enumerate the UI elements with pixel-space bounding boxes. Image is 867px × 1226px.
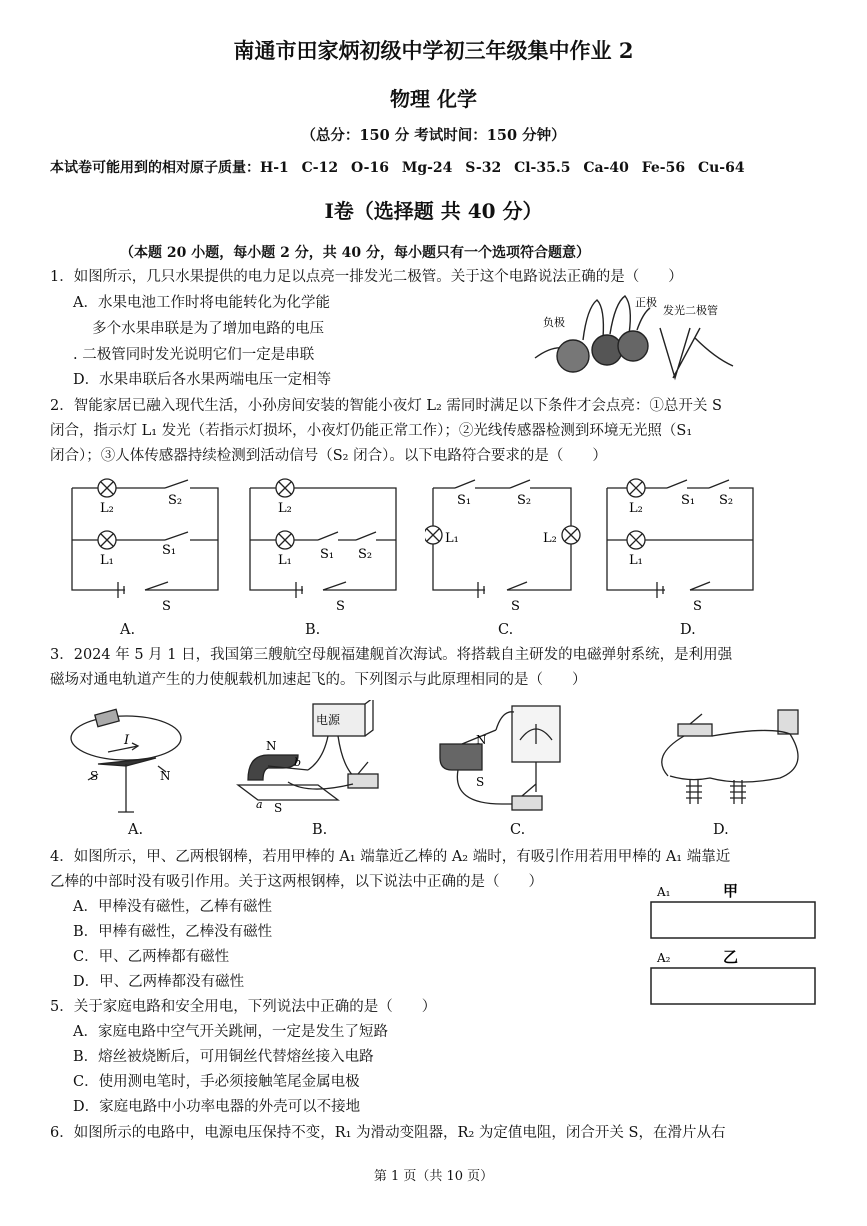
label-s2: S₂ [168, 493, 183, 508]
circuit-a [70, 472, 220, 622]
label-power-supply: 电源 [316, 713, 341, 727]
label-south: S [274, 801, 283, 815]
q3-choice-b: B. [312, 822, 328, 838]
q2-choice-d: D. [680, 622, 696, 638]
q3-figure-a [68, 700, 188, 820]
label-l1: L₁ [100, 553, 114, 568]
question-4-line-1: 4．如图所示，甲、乙两根钢棒，若用甲棒的 A₁ 端靠近乙棒的 A₂ 端时，有吸引作用若用甲棒的 A₁ 端靠近 [50, 849, 731, 865]
exam-info: （总分：150 分 考试时间：150 分钟） [301, 127, 566, 144]
question-1-stem: 1．如图所示，几只水果提供的电力足以点亮一排发光二极管。关于这个电路说法正确的是（ ） [50, 269, 683, 285]
question-2-line-1: 2．智能家居已融入现代生活，小孙房间安装的智能小夜灯 L₂ 需同时满足以下条件才会点亮：①总开关 S [50, 398, 722, 414]
question-6-stem: 6．如图所示的电路中，电源电压保持不变，R₁ 为滑动变阻器，R₂ 为定值电阻，闭合开关 S，在滑片从右 [50, 1125, 726, 1141]
question-1-option-b: 多个水果串联是为了增加电路的电压 [73, 321, 325, 337]
label-s: S [336, 599, 345, 614]
circuit-c [425, 472, 585, 622]
label-l2: L₂ [629, 501, 643, 516]
q3-figure-d [650, 696, 820, 816]
question-2-line-2: 闭合，指示灯 L₁ 发光（若指示灯损坏，小夜灯仍能正常工作）；②光线传感器检测到环境无光照（S₁ [50, 423, 693, 439]
question-2-line-3: 闭合）；③人体传感器持续检测到活动信号（S₂ 闭合）。以下电路符合要求的是（ ） [50, 448, 607, 464]
q3-choice-a: A. [128, 822, 144, 838]
section-title: Ⅰ卷（选择题 共 40 分） [324, 199, 543, 223]
label-l1: L₁ [278, 553, 292, 568]
label-bar-jia: 甲 [723, 882, 739, 900]
page-number: 第 1 页（共 10 页） [373, 1169, 494, 1184]
label-a1: A₁ [657, 885, 671, 899]
label-a: a [256, 798, 263, 811]
question-1-option-c: . 二极管同时发光说明它们一定是串联 [73, 347, 315, 363]
question-4-option-d: D．甲、乙两棒都没有磁性 [73, 974, 245, 990]
label-a2: A₂ [657, 951, 671, 965]
question-3-line-1: 3．2024 年 5 月 1 日，我国第三艘航空母舰福建舰首次海试。将搭载自主研发的电磁弹射系统，是利用强 [50, 647, 733, 663]
page-title: 南通市田家炳初级中学初三年级集中作业 2 [233, 38, 634, 63]
label-l2: L₂ [543, 531, 557, 546]
atomic-masses: 本试卷可能用到的相对原子质量：H-1 C-12 O-16 Mg-24 S-32 Cl-35.5 Ca-40 Fe-56 Cu-64 [50, 160, 745, 176]
question-4-option-b: B．甲棒有磁性，乙棒没有磁性 [73, 924, 273, 940]
question-3-line-2: 磁场对通电轨道产生的力使舰载机加速起飞的。下列图示与此原理相同的是（ ） [50, 672, 587, 688]
question-5-option-b: B．熔丝被烧断后，可用铜丝代替熔丝接入电路 [73, 1049, 374, 1065]
question-4-option-a: A．甲棒没有磁性，乙棒有磁性 [73, 899, 272, 915]
circuit-d [605, 472, 755, 622]
question-5-option-a: A．家庭电路中空气开关跳闸，一定是发生了短路 [73, 1024, 388, 1040]
label-l1: L₁ [445, 531, 459, 546]
label-s2: S₂ [358, 547, 373, 562]
label-s: S [693, 599, 702, 614]
label-s1: S₁ [681, 493, 696, 508]
question-4-line-2: 乙棒的中部时没有吸引作用。关于这两根钢棒，以下说法中正确的是（ ） [50, 874, 543, 890]
question-1-option-a: A．水果电池工作时将电能转化为化学能 [73, 295, 330, 311]
label-current: I [124, 733, 130, 748]
label-south: S [90, 769, 99, 783]
q3-choice-d: D. [713, 822, 729, 838]
fig-label-negative: 负极 [543, 316, 565, 329]
label-s1: S₁ [320, 547, 335, 562]
label-north: N [476, 733, 487, 747]
question-5-option-d: D．家庭电路中小功率电器的外壳可以不接地 [73, 1099, 361, 1115]
label-l2: L₂ [100, 501, 114, 516]
label-l1: L₁ [629, 553, 643, 568]
question-5-stem: 5．关于家庭电路和安全用电，下列说法中正确的是（ ） [50, 999, 437, 1015]
steel-bars-figure [645, 878, 820, 1008]
subject-title: 物理 化学 [390, 87, 477, 111]
question-4-option-c: C．甲、乙两棒都有磁性 [73, 949, 230, 965]
label-s1: S₁ [162, 543, 177, 558]
label-north: N [266, 739, 277, 753]
label-b: b [294, 756, 302, 769]
q2-choice-b: B. [305, 622, 321, 638]
label-south: S [476, 775, 485, 789]
question-1-option-d: D．水果串联后各水果两端电压一定相等 [73, 372, 332, 388]
q2-choice-c: C. [498, 622, 514, 638]
label-north: N [160, 769, 171, 783]
label-l2: L₂ [278, 501, 292, 516]
label-s2: S₂ [517, 493, 532, 508]
label-s2: S₂ [719, 493, 734, 508]
q3-choice-c: C. [510, 822, 526, 838]
fig-label-positive: 正极 [635, 296, 657, 309]
label-s: S [162, 599, 171, 614]
q2-choice-a: A. [120, 622, 136, 638]
q3-figure-c [432, 700, 582, 820]
q3-figure-b [228, 700, 398, 820]
fig-label-led: 发光二极管 [663, 304, 718, 317]
section-instructions: （本题 20 小题，每小题 2 分，共 40 分，每小题只有一个选项符合题意） [120, 245, 590, 261]
label-bar-yi: 乙 [723, 948, 739, 966]
label-s: S [511, 599, 520, 614]
label-s1: S₁ [457, 493, 472, 508]
circuit-b [248, 472, 398, 622]
question-5-option-c: C．使用测电笔时，手必须接触笔尾金属电极 [73, 1074, 360, 1090]
fruit-battery-figure [525, 288, 740, 388]
